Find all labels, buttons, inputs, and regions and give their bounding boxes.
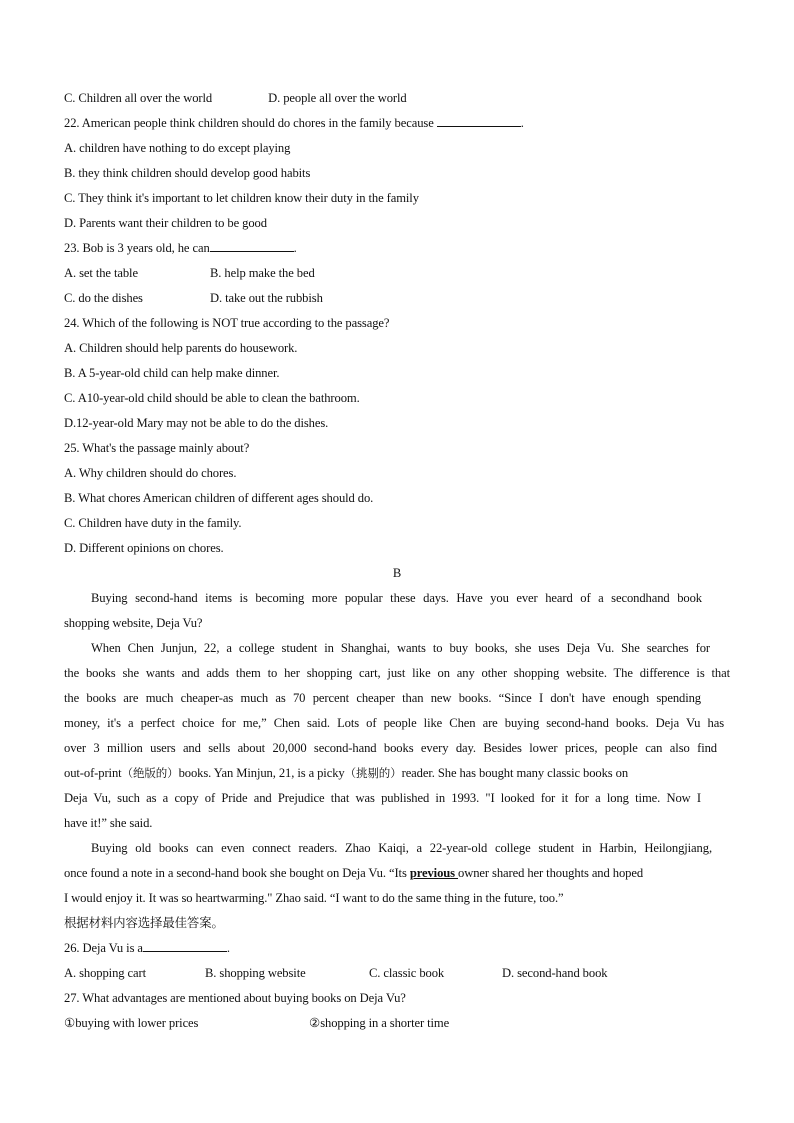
q26-option-d: D. second-hand book	[502, 966, 608, 980]
q23-stem	[64, 236, 734, 261]
q21-option-d: D. people all over the world	[268, 91, 407, 105]
q26-option-c: C. classic book	[369, 966, 445, 980]
passage-p1-line-2: shopping website, Deja Vu?	[64, 616, 203, 630]
passage-p3-line-2-start: once found a note in a second-hand book she bought on Deja Vu. “Its	[64, 866, 410, 880]
q23-options-row-2	[64, 286, 734, 311]
q27-options-row	[64, 1011, 734, 1036]
passage-p3-line-3: I would enjoy it. It was so heartwarming." Zhao said. “I want to do the same thing in the future, too.”	[64, 891, 564, 905]
answer-blank	[210, 238, 294, 252]
section-heading-b: B	[392, 566, 402, 580]
q21-option-c: C. Children all over the world	[64, 91, 213, 105]
q22-option-b: B. they think children should develop good habits	[64, 166, 311, 180]
q24-stem: 24. Which of the following is NOT true according to the passage?	[64, 316, 390, 330]
q26-options-row	[64, 961, 734, 986]
q24-option-b: B. A 5-year-old child can help make dinner.	[64, 366, 280, 380]
passage-p2-line-6-mid: books. Yan Minjun, 21, is a picky	[178, 766, 345, 780]
q23-option-d: D. take out the rubbish	[210, 291, 323, 305]
q25-option-c: C. Children have duty in the family.	[64, 516, 242, 530]
q23-stem-end: .	[293, 241, 297, 255]
q23-option-c: C. do the dishes	[64, 291, 143, 305]
passage-p2-line-5: over 3 million users and sells about 20,000 second-hand books every day. Besides lower prices, people can also find	[64, 741, 717, 755]
q24-option-a: A. Children should help parents do housework.	[64, 341, 298, 355]
q27-stem: 27. What advantages are mentioned about buying books on Deja Vu?	[64, 991, 406, 1005]
q26-option-a: A. shopping cart	[64, 966, 146, 980]
passage-p2-line-1: When Chen Junjun, 22, a college student in Shanghai, wants to buy books, she uses Deja Vu. She searches for	[91, 641, 710, 655]
q22-stem	[64, 111, 734, 136]
passage-p2-line-6	[64, 761, 734, 786]
q22-option-c: C. They think it's important to let children know their duty in the family	[64, 191, 419, 205]
q25-option-d: D. Different opinions on chores.	[64, 541, 224, 555]
gloss-out-of-print: （绝版的）	[121, 766, 179, 780]
q25-option-a: A. Why children should do chores.	[64, 466, 237, 480]
q22-stem-text: 22. American people think children should do chores in the family because	[64, 116, 434, 130]
passage-p1-line-1: Buying second-hand items is becoming more popular these days. Have you ever heard of a secondhand book	[91, 591, 702, 605]
q23-stem-text: 23. Bob is 3 years old, he can	[64, 241, 210, 255]
passage-p2-line-4: money, it's a perfect choice for me,” Chen said. Lots of people like Chen are buying second-hand books. Deja Vu has	[64, 716, 724, 730]
instruction-line: 根据材料内容选择最佳答案。	[64, 915, 224, 930]
q24-option-d: D.12-year-old Mary may not be able to do the dishes.	[64, 416, 329, 430]
q22-stem-end: .	[520, 116, 524, 130]
q27-option-1: ①buying with lower prices	[64, 1016, 199, 1030]
passage-p2-line-6-end: reader. She has bought many classic books on	[401, 766, 629, 780]
passage-p2-line-2: the books she wants and adds them to her shopping cart, just like on any other shopping website. The difference is that	[64, 666, 730, 680]
passage-p2-line-3: the books are much cheaper-as much as 70 percent cheaper than new books. “Since I don't have enough spending	[64, 691, 701, 705]
passage-p3-line-2	[64, 861, 734, 886]
q22-option-d: D. Parents want their children to be good	[64, 216, 267, 230]
passage-p2-line-8: have it!” she said.	[64, 816, 153, 830]
passage-p3-line-1: Buying old books can even connect readers. Zhao Kaiqi, a 22-year-old college student in Harbin, Heilongjiang,	[91, 841, 712, 855]
passage-p3-line-2-end: owner shared her thoughts and hoped	[458, 866, 644, 880]
q26-option-b: B. shopping website	[205, 966, 306, 980]
q22-option-a: A. children have nothing to do except playing	[64, 141, 291, 155]
q26-stem-text: 26. Deja Vu is a	[64, 941, 143, 955]
term-out-of-print: out-of-print	[64, 766, 122, 780]
q23-options-row-1	[64, 261, 734, 286]
q26-stem-end: .	[226, 941, 230, 955]
q25-stem: 25. What's the passage mainly about?	[64, 441, 250, 455]
q27-option-2: ②shopping in a shorter time	[309, 1016, 450, 1030]
q25-option-b: B. What chores American children of different ages should do.	[64, 491, 374, 505]
underlined-word-previous: previous	[409, 866, 459, 880]
q24-option-c: C. A10-year-old child should be able to clean the bathroom.	[64, 391, 360, 405]
gloss-picky: （挑剔的）	[344, 766, 402, 780]
answer-blank	[437, 113, 521, 127]
q21-options-row	[64, 86, 734, 111]
q23-option-a: A. set the table	[64, 266, 138, 280]
q26-stem	[64, 936, 734, 961]
answer-blank	[143, 938, 227, 952]
passage-p2-line-7: Deja Vu, such as a copy of Pride and Prejudice that was published in 1993. "I looked for it for a long time. Now I	[64, 791, 701, 805]
q23-option-b: B. help make the bed	[210, 266, 315, 280]
